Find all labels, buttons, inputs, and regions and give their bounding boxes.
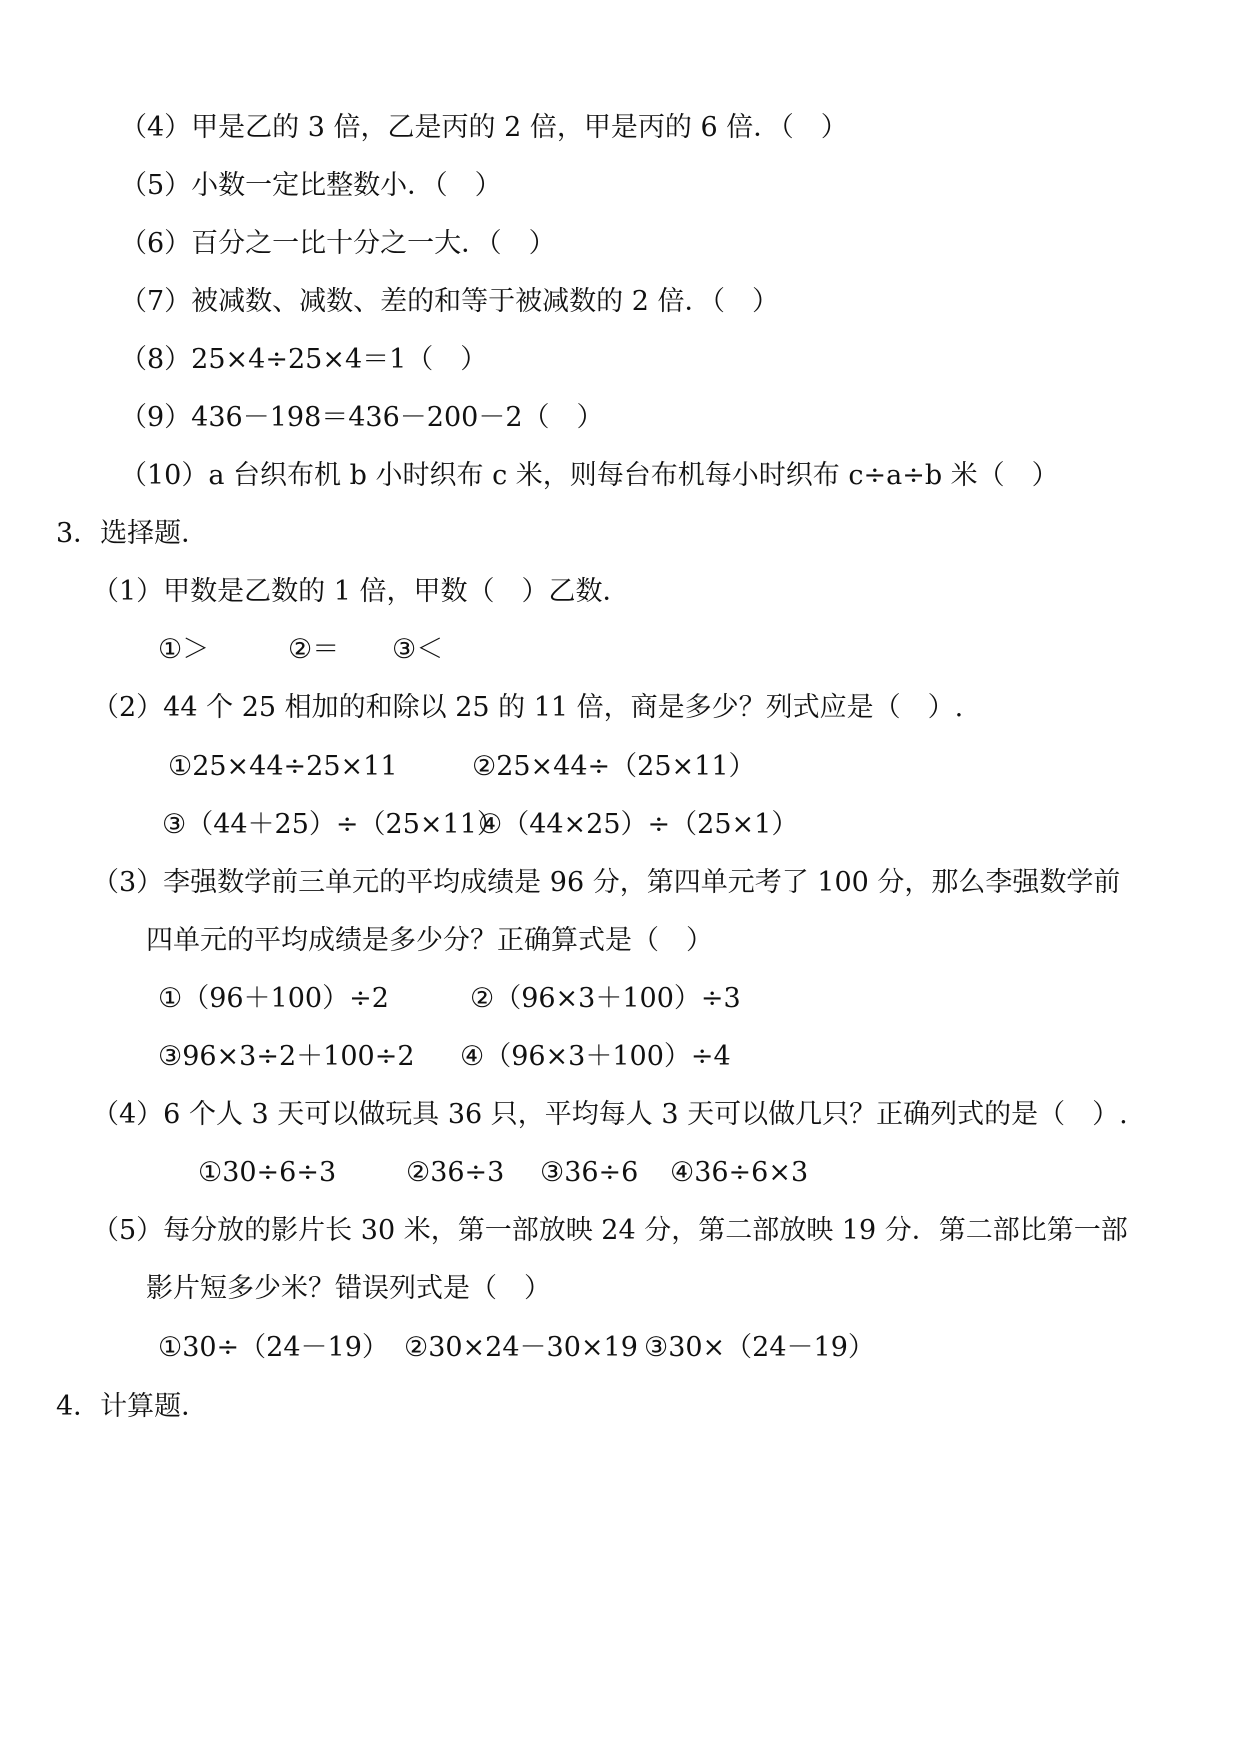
judgment-item-6: （6）百分之一比十分之一大．（ ） <box>120 228 556 259</box>
choice-4-option-4: ④36÷6×3 <box>670 1157 809 1188</box>
choice-4-option-1: ①30÷6÷3 <box>198 1157 337 1188</box>
judgment-item-10: （10）a 台织布机 b 小时织布 c 米，则每台布机每小时织布 c÷a÷b 米（ ） <box>120 460 1059 491</box>
section-heading-calc: 4．计算题． <box>56 1391 209 1422</box>
choice-1-option-2: ②＝ <box>288 634 340 665</box>
judgment-item-5: （5）小数一定比整数小．（ ） <box>120 170 502 201</box>
choice-4-option-2: ②36÷3 <box>406 1157 505 1188</box>
choice-question-2: （2）44 个 25 相加的和除以 25 的 11 倍，商是多少？列式应是（ ）. <box>92 692 964 723</box>
choice-question-3-cont: 四单元的平均成绩是多少分？正确算式是（ ） <box>146 925 713 956</box>
judgment-item-4: （4）甲是乙的 3 倍，乙是丙的 2 倍，甲是丙的 6 倍．（ ） <box>120 112 848 143</box>
choice-4-option-3: ③36÷6 <box>540 1157 639 1188</box>
choice-question-4: （4）6 个人 3 天可以做玩具 36 只，平均每人 3 天可以做几只？正确列式的是（ ）. <box>92 1099 1128 1130</box>
choice-3-option-2: ②（96×3＋100）÷3 <box>470 983 741 1014</box>
choice-5-option-3: ③30×（24－19） <box>644 1332 875 1363</box>
choice-2-option-1: ①25×44÷25×11 <box>168 751 398 782</box>
judgment-item-9: （9）436－198＝436－200－2（ ） <box>120 402 604 433</box>
choice-question-3: （3）李强数学前三单元的平均成绩是 96 分，第四单元考了 100 分，那么李强数学前 <box>92 867 1121 898</box>
choice-2-option-2: ②25×44÷（25×11） <box>472 751 756 782</box>
choice-2-option-3: ③（44＋25）÷（25×11） <box>162 809 504 840</box>
choice-5-option-1: ①30÷（24－19） <box>158 1332 389 1363</box>
choice-2-option-4: ④（44×25）÷（25×1） <box>478 809 799 840</box>
choice-3-option-4: ④（96×3＋100）÷4 <box>460 1041 731 1072</box>
judgment-item-7: （7）被减数、减数、差的和等于被减数的 2 倍．（ ） <box>120 286 780 317</box>
choice-question-5-cont: 影片短多少米？错误列式是（ ） <box>146 1273 551 1304</box>
choice-1-option-3: ③＜ <box>392 634 444 665</box>
choice-3-option-1: ①（96＋100）÷2 <box>158 983 389 1014</box>
choice-question-1: （1）甲数是乙数的 1 倍，甲数（ ）乙数． <box>92 576 630 607</box>
choice-1-option-1: ①＞ <box>158 634 210 665</box>
choice-3-option-3: ③96×3÷2＋100÷2 <box>158 1041 415 1072</box>
section-heading-choice: 3．选择题． <box>56 518 209 549</box>
choice-5-option-2: ②30×24－30×19 <box>404 1332 638 1363</box>
judgment-item-8: （8）25×4÷25×4＝1（ ） <box>120 344 488 375</box>
choice-question-5: （5）每分放的影片长 30 米，第一部放映 24 分，第二部放映 19 分．第二部比第一部 <box>92 1215 1128 1246</box>
